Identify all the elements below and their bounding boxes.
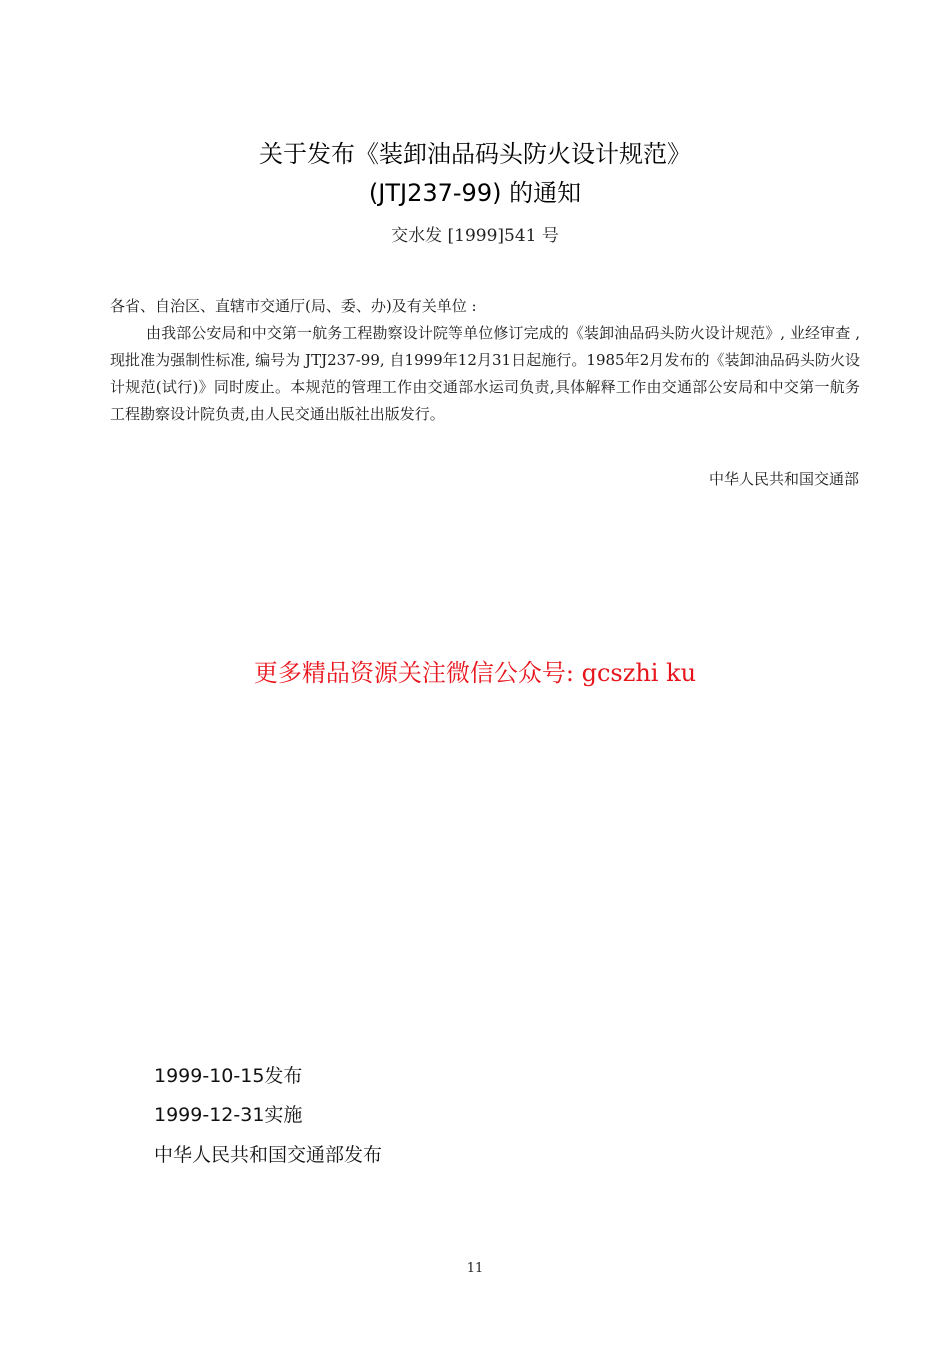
notice-title-line2: (JTJ237-99) 的通知 [368, 179, 582, 207]
document-number: 交水发 [1999]541 号 [391, 226, 559, 246]
notice-paragraph: 由我部公安局和中交第一航务工程勘察设计院等单位修订完成的《装卸油品码头防火设计规范》, 业经审查 , 现批准为强制性标准, 编号为 JTJ237-99, 自1999年12月31日起施行。1985年2月发布的《装卸油品码头防火设计规范(试行)》同时废止。本规范的管理工作由交通部水运司负责,具体解释工作由交通部公安局和中交第一航务工程勘察设计院负责,由人民交通出版社出版发行。 [110, 324, 860, 423]
watermark-text: 更多精品资源关注微信公众号: gcszhi ku [253, 659, 697, 687]
published-date: 1999-10-15发布 [154, 1065, 303, 1087]
notice-title-line1: 关于发布《装卸油品码头防火设计规范》 [259, 140, 691, 168]
publisher-line: 中华人民共和国交通部发布 [154, 1144, 383, 1166]
effective-date: 1999-12-31实施 [154, 1104, 303, 1126]
addressee-line: 各省、自治区、直辖市交通厅(局、委、办)及有关单位 : [110, 297, 477, 315]
issuer-signature: 中华人民共和国交通部 [708, 470, 859, 488]
page-number: 11 [466, 1261, 484, 1276]
